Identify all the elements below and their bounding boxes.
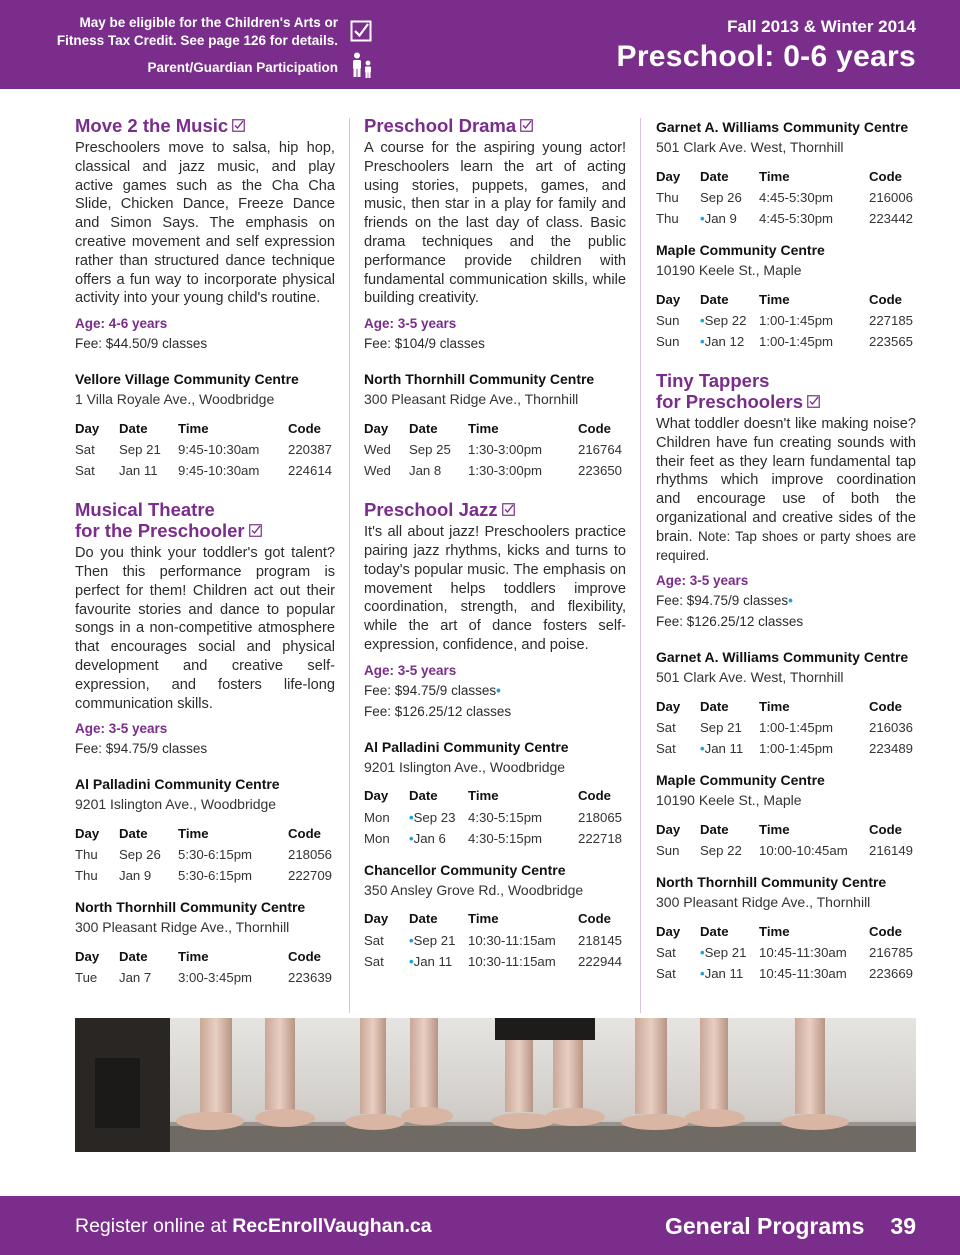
cell-time: 3:00-3:45pm — [178, 970, 253, 986]
cell-code: 223639 — [288, 970, 333, 986]
age-range: Age: 3-5 years — [364, 316, 457, 332]
location-block — [364, 738, 626, 849]
cell-day: Sat — [75, 442, 95, 458]
dot-marker: • — [409, 830, 414, 846]
location-address: 300 Pleasant Ridge Ave., Thornhill — [75, 919, 290, 936]
cell-code: 224614 — [288, 463, 333, 479]
checkbox-check-icon — [350, 20, 372, 42]
cell-code: 216785 — [869, 945, 914, 961]
header-day: Day — [75, 420, 100, 436]
register-url: RecEnrollVaughan.ca — [232, 1215, 432, 1237]
schedule-header-row — [75, 822, 332, 844]
schedule-header-row — [656, 288, 913, 310]
location-block — [656, 771, 916, 861]
cell-day: Wed — [364, 463, 391, 479]
header-time: Time — [468, 911, 499, 927]
header-day: Day — [75, 948, 100, 964]
age-range: Age: 4-6 years — [75, 316, 168, 332]
program-title-line-2: for Preschoolers — [656, 391, 804, 412]
page-footer — [0, 1196, 960, 1255]
header-code: Code — [869, 698, 902, 714]
location-block — [75, 370, 335, 481]
location-address: 501 Clark Ave. West, Thornhill — [656, 139, 844, 155]
dot-marker: • — [700, 211, 705, 226]
schedule-row — [656, 187, 913, 208]
cell-code: 218065 — [578, 809, 623, 825]
cell-date: Sep 21 — [119, 442, 161, 458]
cell-date: Jan 9 — [119, 868, 152, 884]
location-block — [364, 370, 626, 481]
program-section — [364, 499, 626, 972]
cell-time: 10:45-11:30am — [759, 966, 847, 982]
schedule-header-row — [75, 417, 332, 439]
header-time: Time — [759, 821, 790, 837]
header-day: Day — [656, 168, 681, 184]
cell-date — [700, 963, 759, 984]
program-title-text: Preschool Drama — [364, 115, 517, 136]
location-address: 300 Pleasant Ridge Ave., Thornhill — [364, 391, 579, 408]
cell-code: 222718 — [578, 830, 623, 846]
checkbox-check-icon — [249, 524, 262, 537]
cell-time: 10:30-11:15am — [468, 953, 556, 969]
schedule-table — [75, 822, 332, 886]
ballet-feet-photo — [75, 1018, 916, 1152]
program-description: Do you think your toddler's got talent? Then this performance program is perfect for them! Children act out their favourite stories and dance to popular songs in a non-competitive atmosphere that encourages social and physical development and creative self-expression, and fosters life-long communication skills. — [75, 545, 335, 712]
page-number: 39 — [890, 1213, 916, 1239]
schedule-header-row — [75, 945, 332, 967]
schedule-row — [656, 840, 913, 861]
header-date: Date — [409, 420, 438, 436]
program-title-line-2: for the Preschooler — [75, 520, 245, 542]
header-date: Date — [700, 698, 729, 714]
cell-time: 10:30-11:15am — [468, 932, 556, 948]
cell-time: 10:00-10:45am — [759, 843, 848, 859]
cell-time: 4:45-5:30pm — [759, 211, 834, 226]
fee-with-note — [364, 680, 626, 701]
cell-time: 4:45-5:30pm — [759, 190, 834, 205]
header-day: Day — [364, 788, 389, 804]
fee-with-note — [656, 590, 916, 611]
cell-date: Jan 11 — [119, 463, 158, 479]
program-description-text: What toddler doesn't like making noise? Children have fun creating sounds with their feet as they learn fundamental tap rhythms which improve coordination and encourage use of both the organizational and creative sides of the brain. — [656, 416, 916, 545]
cell-date-text: Sep 21 — [704, 945, 747, 961]
location-address: 9201 Islington Ave., Woodbridge — [75, 796, 277, 813]
cell-date-text: Jan 11 — [704, 741, 744, 757]
schedule-row — [364, 460, 622, 481]
cell-time: 4:30-5:15pm — [468, 809, 543, 825]
cell-date — [409, 930, 468, 951]
location-block — [364, 861, 626, 972]
header-date: Date — [700, 291, 729, 307]
header-code: Code — [288, 948, 321, 964]
cell-code: 222944 — [578, 953, 623, 969]
header-date: Date — [700, 923, 729, 939]
fee: Fee: $94.75/9 classes — [364, 682, 497, 698]
location-address: 501 Clark Ave. West, Thornhill — [656, 669, 844, 686]
dot-marker: • — [700, 334, 705, 349]
cell-day: Sat — [75, 463, 95, 479]
cell-code: 216006 — [869, 190, 914, 205]
location-name: Garnet A. Williams Community Centre — [656, 119, 909, 135]
cell-day: Thu — [75, 868, 98, 884]
cell-code: 216036 — [869, 720, 914, 736]
dot-marker: • — [700, 313, 705, 328]
cell-date: Sep 21 — [700, 720, 742, 736]
cell-code: 223489 — [869, 741, 914, 757]
location-name: North Thornhill Community Centre — [364, 371, 595, 388]
dot-marker: • — [496, 682, 501, 698]
cell-day: Thu — [75, 847, 98, 863]
schedule-row — [75, 439, 332, 460]
cell-day: Sat — [656, 720, 676, 736]
schedule-row — [364, 930, 622, 951]
schedule-table — [75, 417, 332, 481]
cell-day: Sun — [656, 313, 680, 328]
dot-marker: • — [700, 966, 705, 982]
dot-marker: • — [700, 945, 705, 961]
header-time: Time — [178, 420, 209, 436]
checkbox-check-icon — [807, 395, 820, 408]
cell-code: 222709 — [288, 868, 333, 884]
cell-date-text: Jan 12 — [704, 334, 745, 349]
dot-marker: • — [700, 741, 705, 757]
cell-date — [409, 828, 468, 849]
section-footer — [665, 1213, 916, 1240]
location-name: North Thornhill Community Centre — [656, 874, 887, 891]
header-time: Time — [759, 291, 790, 307]
header-date: Date — [119, 948, 148, 964]
cell-date — [409, 951, 468, 972]
season-label: Fall 2013 & Winter 2014 — [727, 17, 916, 36]
cell-code: 218056 — [288, 847, 333, 863]
header-code: Code — [869, 291, 902, 307]
location-block — [656, 241, 916, 352]
schedule-row — [75, 844, 332, 865]
header-code: Code — [578, 911, 611, 927]
cell-date-text: Sep 23 — [413, 809, 456, 825]
program-section — [75, 499, 335, 988]
schedule-row — [656, 963, 913, 984]
cell-code: 220387 — [288, 442, 333, 458]
program-description: Preschoolers move to salsa, hip hop, classical and jazz music, and play active games such as the Cha Cha Slide, Chicken Dance, Freeze Dance and Simon Says. The emphasis on creative movement and self expression rather than structured dance technique offers a fun way to incorporate physical activity into your young child's routine. — [75, 140, 335, 307]
schedule-row — [364, 439, 622, 460]
tax-credit-note — [56, 14, 338, 77]
dot-marker: • — [409, 953, 414, 969]
header-date: Date — [409, 911, 438, 927]
schedule-header-row — [656, 695, 913, 717]
register-text: Register online at — [75, 1215, 227, 1237]
ballet-feet-illustration — [75, 1018, 916, 1152]
age-range: Age: 3-5 years — [656, 573, 749, 589]
checkbox-check-icon — [232, 119, 245, 132]
program-title — [75, 115, 335, 136]
cell-day: Sat — [656, 741, 676, 757]
schedule-table — [75, 945, 332, 988]
cell-time: 4:30-5:15pm — [468, 830, 543, 846]
checkbox-check-icon — [520, 119, 533, 132]
cell-time: 9:45-10:30am — [178, 463, 260, 479]
schedule-header-row — [364, 908, 622, 930]
section-name: General Programs — [664, 1213, 865, 1239]
header-date: Date — [119, 420, 148, 436]
column-2 — [364, 115, 626, 972]
schedule-table — [364, 417, 622, 481]
header-day: Day — [75, 825, 100, 841]
column-divider — [349, 118, 350, 1013]
cell-day: Sat — [656, 966, 676, 982]
cell-date-text: Jan 9 — [704, 211, 737, 226]
cell-day: Thu — [656, 211, 679, 226]
parent-participation-label: Parent/Guardian Participation — [147, 60, 338, 75]
location-name: Al Palladini Community Centre — [364, 738, 569, 755]
cell-day: Sat — [364, 932, 384, 948]
cell-day: Sat — [656, 945, 676, 961]
cell-code: 216149 — [869, 843, 914, 859]
location-address: 300 Pleasant Ridge Ave., Thornhill — [656, 894, 871, 911]
header-date: Date — [700, 821, 729, 837]
age-range: Age: 3-5 years — [364, 662, 457, 678]
program-title — [75, 499, 335, 541]
program-note: Note: Tap shoes or party shoes are required. — [656, 528, 916, 563]
column-divider — [640, 118, 641, 1013]
location-name: North Thornhill Community Centre — [75, 899, 306, 916]
cell-date: Sep 26 — [119, 847, 161, 863]
fee: Fee: $104/9 classes — [364, 336, 485, 352]
cell-time: 1:30-3:00pm — [468, 463, 543, 479]
fee: Fee: $126.25/12 classes — [656, 614, 804, 630]
schedule-table — [656, 920, 913, 984]
location-address: 10190 Keele St., Maple — [656, 792, 802, 809]
fee: Fee: $44.50/9 classes — [75, 336, 208, 352]
location-name: Al Palladini Community Centre — [75, 776, 280, 793]
location-block — [656, 873, 916, 984]
cell-code: 216764 — [578, 442, 623, 458]
header-time: Time — [178, 825, 209, 841]
schedule-table — [656, 288, 913, 352]
fee: Fee: $94.75/9 classes — [656, 593, 789, 609]
cell-time: 1:30-3:00pm — [468, 442, 543, 458]
header-code: Code — [578, 788, 611, 804]
location-block — [75, 898, 335, 988]
cell-time: 9:45-10:30am — [178, 442, 260, 458]
location-address: 1 Villa Royale Ave., Woodbridge — [75, 391, 275, 408]
program-description — [656, 415, 916, 565]
schedule-row — [656, 331, 913, 352]
cell-day: Sat — [364, 953, 384, 969]
header-code: Code — [578, 420, 611, 436]
header-day: Day — [656, 821, 681, 837]
cell-date — [700, 310, 759, 331]
page-header — [0, 0, 960, 89]
column-1 — [75, 115, 335, 988]
cell-day: Tue — [75, 970, 98, 986]
cell-code: 223650 — [578, 463, 623, 479]
cell-time: 5:30-6:15pm — [178, 847, 253, 863]
cell-date — [700, 208, 759, 229]
schedule-header-row — [656, 818, 913, 840]
header-time: Time — [759, 698, 790, 714]
header-time: Time — [468, 788, 499, 804]
header-code: Code — [869, 821, 902, 837]
cell-code: 223565 — [869, 334, 914, 349]
schedule-header-row — [656, 165, 913, 187]
header-day: Day — [364, 420, 389, 436]
cell-date-text: Jan 11 — [704, 966, 744, 982]
schedule-table — [364, 785, 622, 849]
location-name: Maple Community Centre — [656, 772, 825, 789]
age-range: Age: 3-5 years — [75, 721, 168, 737]
header-day: Day — [656, 291, 681, 307]
cell-date: Sep 25 — [409, 442, 451, 458]
cell-time: 5:30-6:15pm — [178, 868, 253, 884]
program-title-text: Move 2 the Music — [75, 115, 229, 136]
location-name: Chancellor Community Centre — [364, 861, 566, 878]
program-section — [656, 370, 916, 984]
cell-date — [700, 942, 759, 963]
header-day: Day — [364, 911, 389, 927]
cell-day: Wed — [364, 442, 391, 458]
cell-day: Mon — [364, 809, 390, 825]
cell-code: 218145 — [578, 932, 623, 948]
schedule-row — [75, 967, 332, 988]
header-date: Date — [409, 788, 438, 804]
cell-date-text: Sep 22 — [704, 313, 747, 328]
schedule-row — [75, 460, 332, 481]
location-address: 10190 Keele St., Maple — [656, 262, 802, 278]
schedule-table — [656, 165, 913, 229]
cell-date-text: Jan 6 — [413, 830, 446, 846]
location-name: Garnet A. Williams Community Centre — [656, 649, 909, 666]
dot-marker: • — [788, 593, 793, 609]
header-day: Day — [656, 698, 681, 714]
register-note — [75, 1215, 432, 1238]
cell-code: 227185 — [869, 313, 914, 328]
location-block — [75, 775, 335, 886]
program-title — [364, 499, 626, 520]
cell-day: Sun — [656, 334, 680, 349]
header-code: Code — [288, 825, 321, 841]
header-time: Time — [178, 948, 209, 964]
program-description: It's all about jazz! Preschoolers practice pairing jazz rhythms, kicks and turns to today's popular music. The emphasis on movement helps toddlers improve coordination, strength, and flexibility, while the art of dance fosters self-expression, confidence, and poise. — [364, 524, 626, 653]
program-title — [364, 115, 626, 136]
location-address: 9201 Islington Ave., Woodbridge — [364, 758, 566, 775]
cell-date: Jan 8 — [409, 463, 442, 479]
cell-code: 223442 — [869, 211, 914, 226]
location-block — [656, 648, 916, 759]
fee: Fee: $94.75/9 classes — [75, 741, 208, 757]
cell-day: Sun — [656, 843, 680, 859]
cell-date — [409, 807, 468, 828]
dot-marker: • — [409, 809, 414, 825]
cell-time: 1:00-1:45pm — [759, 720, 834, 736]
fee: Fee: $126.25/12 classes — [364, 703, 512, 719]
program-title-text: Preschool Jazz — [364, 499, 498, 521]
header-code: Code — [288, 420, 321, 436]
header-time: Time — [759, 923, 790, 939]
schedule-row — [364, 951, 622, 972]
program-title-line-1: Tiny Tappers — [656, 370, 770, 391]
schedule-header-row — [656, 920, 913, 942]
column-3 — [656, 118, 916, 984]
cell-time: 1:00-1:45pm — [759, 334, 834, 349]
schedule-row — [656, 942, 913, 963]
schedule-table — [656, 818, 913, 861]
header-code: Code — [869, 923, 902, 939]
header-date: Date — [119, 825, 148, 841]
cell-day: Mon — [364, 830, 390, 846]
schedule-table — [656, 695, 913, 759]
program-title — [656, 370, 916, 412]
program-title-line-1: Musical Theatre — [75, 499, 215, 521]
dot-marker: • — [409, 932, 414, 948]
schedule-header-row — [364, 785, 622, 807]
cell-code: 223669 — [869, 966, 914, 982]
cell-date: Jan 7 — [119, 970, 152, 986]
location-name: Maple Community Centre — [656, 242, 825, 258]
schedule-row — [364, 828, 622, 849]
cell-time: 10:45-11:30am — [759, 945, 847, 961]
parent-child-icon — [350, 52, 374, 78]
location-address: 350 Ansley Grove Rd., Woodbridge — [364, 881, 584, 898]
cell-time: 1:00-1:45pm — [759, 313, 834, 328]
schedule-row — [75, 865, 332, 886]
schedule-row — [364, 807, 622, 828]
cell-date: Sep 26 — [700, 190, 742, 205]
checkbox-check-icon — [502, 503, 515, 516]
header-time: Time — [468, 420, 499, 436]
page-title: Preschool: 0-6 years — [616, 40, 916, 73]
header-date: Date — [700, 168, 729, 184]
tax-credit-line-2: Fitness Tax Credit. See page 126 for details. — [56, 33, 338, 48]
tax-credit-line-1: May be eligible for the Children's Arts or — [79, 15, 338, 30]
schedule-row — [656, 717, 913, 738]
cell-date — [700, 331, 759, 352]
location-block — [656, 118, 916, 229]
cell-date-text: Sep 21 — [413, 932, 456, 948]
header-time: Time — [759, 168, 790, 184]
cell-date: Sep 22 — [700, 843, 742, 859]
schedule-row — [656, 738, 913, 759]
schedule-table — [364, 908, 622, 972]
cell-date-text: Jan 11 — [413, 953, 453, 969]
location-name: Vellore Village Community Centre — [75, 371, 299, 388]
schedule-header-row — [364, 417, 622, 439]
cell-day: Thu — [656, 190, 679, 205]
header-code: Code — [869, 168, 902, 184]
cell-time: 1:00-1:45pm — [759, 741, 834, 757]
schedule-row — [656, 310, 913, 331]
schedule-row — [656, 208, 913, 229]
header-day: Day — [656, 923, 681, 939]
cell-date — [700, 738, 759, 759]
program-description: A course for the aspiring young actor! Preschoolers learn the art of acting using stories, puppets, games, and music, then star in a play for family and friends on the last day of class. Basic drama techniques and the public performance provide children with fundamental communication skills, while building creativity. — [364, 140, 626, 307]
